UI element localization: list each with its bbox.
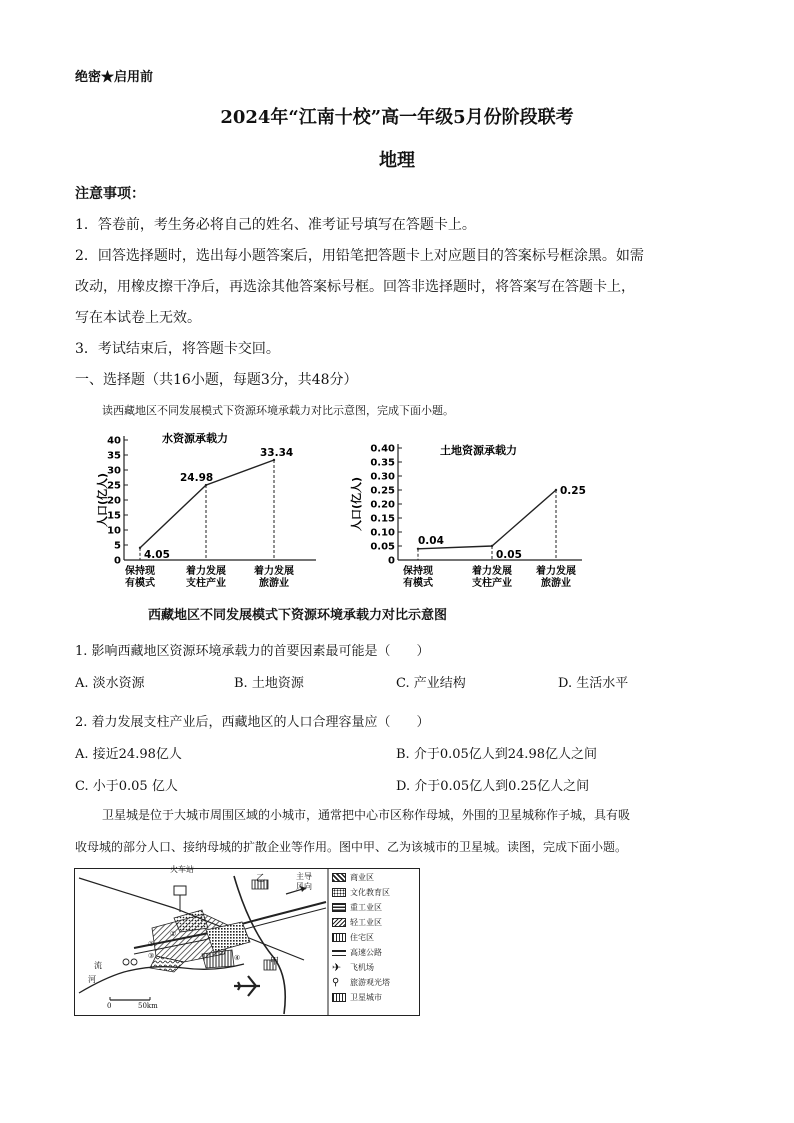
station-symbol <box>174 886 186 895</box>
legend-residential <box>332 932 374 943</box>
x-tick-label: 旅游业 <box>541 578 571 589</box>
y-tick-label: 30 <box>107 465 121 477</box>
heavy-industry-swatch <box>332 903 346 912</box>
legend-label: 轻工业区 <box>350 918 382 927</box>
notice-item-2c: 写在本试卷上无效。 <box>75 310 201 326</box>
zone-4: ④ <box>234 954 241 962</box>
airplane-icon: ✈ <box>332 961 342 974</box>
section-heading: 一、选择题（共16小题，每题3分，共48分） <box>75 372 358 388</box>
highway-swatch <box>332 950 346 956</box>
section-intro: 读西藏地区不同发展模式下资源环境承载力对比示意图，完成下面小题。 <box>102 404 454 417</box>
passage2-line-2: 收母城的部分人口、接纳母城的扩散企业等作用。图中甲、乙为该城市的卫星城。读图，完成下面小题。 <box>75 840 628 854</box>
data-point <box>491 545 493 547</box>
q2-option-c[interactable]: C. 小于0.05 亿人 <box>75 779 178 794</box>
x-tick-label: 旅游业 <box>259 578 289 589</box>
x-tick-label: 有模式 <box>125 578 155 589</box>
data-label: 4.05 <box>144 548 170 561</box>
legend-label: 文化教育区 <box>350 888 390 897</box>
y-tick-label: 0 <box>114 555 121 567</box>
notice-item-3: 3．考试结束后，将答题卡交回。 <box>75 341 280 357</box>
x-tick-label: 着力发展 <box>536 566 576 577</box>
culture-swatch <box>332 888 346 897</box>
y-tick-label: 20 <box>107 495 121 507</box>
y-tick-label: 5 <box>114 540 121 552</box>
land-capacity-chart <box>350 438 598 596</box>
zone-1: ① <box>170 930 177 938</box>
data-point <box>555 489 557 491</box>
y-tick-label: 0.05 <box>370 541 395 553</box>
data-point <box>273 459 275 461</box>
figure1-caption: 西藏地区不同发展模式下资源环境承载力对比示意图 <box>148 608 448 623</box>
y-tick-label: 40 <box>107 435 121 447</box>
x-tick-label: 保持现 <box>125 566 155 577</box>
y-tick-label: 0.15 <box>370 513 395 525</box>
q1-option-a[interactable]: A. 淡水资源 <box>75 676 145 691</box>
x-tick-label: 支柱产业 <box>472 578 512 589</box>
y-axis-label: 人口(亿人) <box>350 476 363 532</box>
y-tick-label: 10 <box>107 525 121 537</box>
q1-option-d[interactable]: D. 生活水平 <box>558 676 629 691</box>
map-legend <box>332 872 416 1012</box>
legend-label: 高速公路 <box>350 948 382 957</box>
legend-label: 飞机场 <box>350 963 374 972</box>
q2-option-b[interactable]: B. 介于0.05亿人到24.98亿人之间 <box>396 747 597 762</box>
x-tick-label: 着力发展 <box>472 566 512 577</box>
notice-item-2b: 改动，用橡皮擦干净后，再选涂其他答案标号框。回答非选择题时，将答案写在答题卡上， <box>75 279 635 295</box>
q2-stem: 2. 着力发展支柱产业后，西藏地区的人口合理容量应（ ） <box>75 715 430 730</box>
legend-label: 商业区 <box>350 873 374 882</box>
x-tick-label: 着力发展 <box>186 566 226 577</box>
tower-icon: ⚲ <box>332 977 340 988</box>
notice-item-2a: 2．回答选择题时，选出每小题答案后，用铅笔把答题卡上对应题目的答案标号框涂黑。如需 <box>75 248 644 264</box>
y-tick-label: 0.10 <box>370 527 395 539</box>
legend-airport <box>332 962 374 973</box>
notice-item-1: 1．答卷前，考生务必将自己的姓名、准考证号填写在答题卡上。 <box>75 217 476 233</box>
y-tick-label: 0.25 <box>370 485 395 497</box>
legend-label: 重工业区 <box>350 903 382 912</box>
chart-title: 水资源承载力 <box>162 432 228 445</box>
y-tick-label: 35 <box>107 450 121 462</box>
legend-label: 旅游观光塔 <box>350 978 390 987</box>
station-label: 火车站 <box>170 865 194 874</box>
data-label: 24.98 <box>180 472 214 485</box>
wind-label-1: 主导 <box>296 872 312 881</box>
legend-light-industry <box>332 917 382 928</box>
y-axis-label: 人口(亿人) <box>96 472 109 528</box>
y-tick-label: 0.20 <box>370 499 395 511</box>
x-tick-label: 支柱产业 <box>186 578 226 589</box>
satellite-swatch <box>332 993 346 1002</box>
legend-satellite <box>332 992 382 1003</box>
residential-swatch <box>332 933 346 942</box>
q2-option-d[interactable]: D. 介于0.05亿人到0.25亿人之间 <box>396 779 590 794</box>
y-tick-label: 0.30 <box>370 471 395 483</box>
legend-tower <box>332 977 390 988</box>
data-label: 0.04 <box>418 534 444 547</box>
data-label: 0.05 <box>496 549 522 561</box>
legend-label: 住宅区 <box>350 933 374 942</box>
legend-highway <box>332 947 382 958</box>
q1-option-c[interactable]: C. 产业结构 <box>396 676 466 691</box>
q1-stem: 1. 影响西藏地区资源环境承载力的首要因素最可能是（ ） <box>75 644 430 659</box>
data-point <box>417 548 419 550</box>
notice-heading: 注意事项： <box>75 186 145 202</box>
jia-label: 甲 <box>270 957 280 967</box>
x-tick-label: 有模式 <box>403 578 433 589</box>
y-tick-label: 25 <box>107 480 121 492</box>
wind-label-2: 风向 <box>296 882 312 891</box>
legend-commercial <box>332 872 374 883</box>
water-capacity-chart <box>96 426 328 596</box>
light-industry-swatch <box>332 918 346 927</box>
satellite-city-map <box>74 865 420 1016</box>
y-tick-label: 15 <box>107 510 121 522</box>
y-tick-label: 0.35 <box>370 457 395 469</box>
legend-heavy-industry <box>332 902 382 913</box>
data-point <box>139 547 141 549</box>
zone-3: ③ <box>148 952 155 960</box>
scale-zero: 0 <box>107 1002 112 1010</box>
y-tick-label: 0 <box>388 555 395 567</box>
q2-option-a[interactable]: A. 接近24.98亿人 <box>75 747 182 762</box>
q1-option-b[interactable]: B. 土地资源 <box>234 676 304 691</box>
legend-culture <box>332 887 390 898</box>
subject-title: 地理 <box>379 150 415 171</box>
y-tick-label: 0.40 <box>370 443 395 455</box>
x-tick-label: 着力发展 <box>254 566 294 577</box>
zone-2: ② <box>148 940 155 948</box>
river-label-2: 流 <box>94 961 102 970</box>
data-label: 0.25 <box>560 485 586 497</box>
data-label: 33.34 <box>260 446 294 459</box>
commercial-swatch <box>332 873 346 882</box>
scale-km: 50km <box>138 1002 158 1010</box>
yi-label: 乙 <box>256 874 266 884</box>
river-label-1: 河 <box>88 975 96 984</box>
data-point <box>205 484 207 486</box>
exam-title: 2024年“江南十校”高一年级5月份阶段联考 <box>220 107 574 128</box>
chart-title: 土地资源承载力 <box>440 444 517 457</box>
x-tick-label: 保持现 <box>403 566 433 577</box>
secret-label: 绝密★启用前 <box>75 70 154 85</box>
passage2-line-1: 卫星城是位于大城市周围区域的小城市，通常把中心市区称作母城，外围的卫星城称作子城，具有吸 <box>102 808 631 822</box>
legend-label: 卫星城市 <box>350 993 382 1002</box>
